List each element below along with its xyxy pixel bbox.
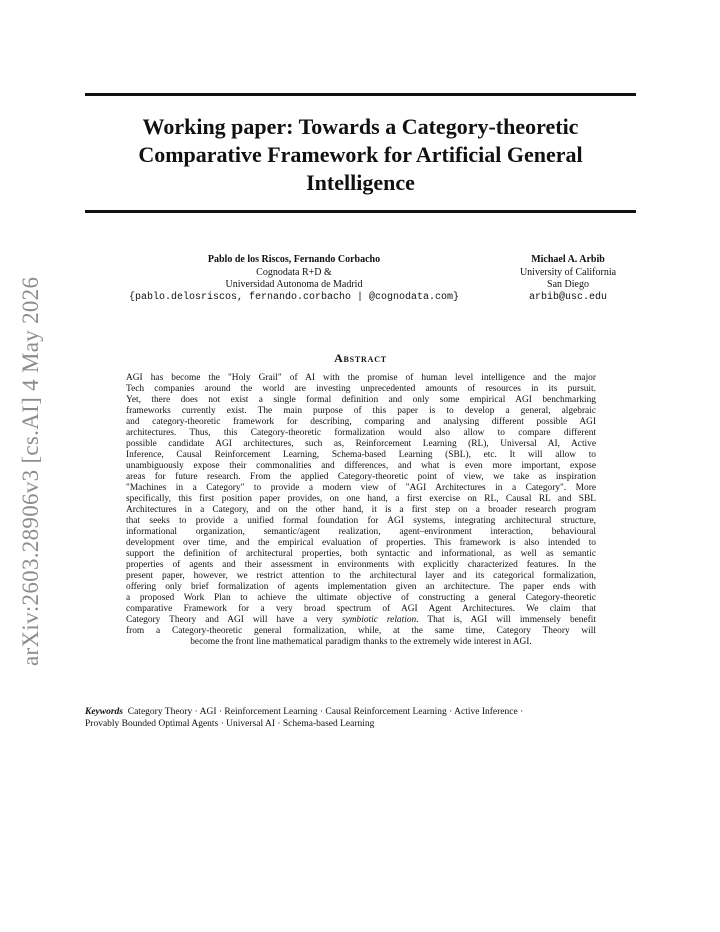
abstract-line-mixed [126, 615, 596, 626]
abstract-line: AGI has become the "Holy Grail" of AI with the promise of human level intelligence and the major [126, 373, 596, 383]
abstract-line: architectures. Thus, this Category-theoretic formalization would also allow to compare different [126, 428, 596, 438]
keywords-block [85, 706, 636, 730]
abstract-line: offering only brief formalization of agents implementation given an architecture. The paper ends with [126, 582, 596, 592]
title-line: Intelligence [306, 170, 415, 195]
abstract-line: comparative Framework for a very broad spectrum of AGI Agent Architectures. We claim that [126, 604, 596, 614]
abstract-line: possible candidate AGI architectures, such as, Reinforcement Learning (RL), Universal AI, Active [126, 439, 596, 449]
title-rule-bottom [85, 210, 636, 213]
abstract-line: and category-theoretic framework for describing, comparing and analysing different possible AGI [126, 417, 596, 427]
abstract-line: properties of agents and their assessment in environments with explicitly characterized features. In the [126, 560, 596, 570]
keywords-text: Category Theory · AGI · Reinforcement Learning · Causal Reinforcement Learning · Active Inference · [127, 707, 524, 717]
author-names: Michael A. Arbib [531, 254, 605, 265]
abstract-line: development over time, and the empirical evaluation of properties. This framework is also intended to [126, 538, 596, 548]
abstract-line: support the definition of architectural properties, both syntactic and informational, as well as semantic [126, 549, 596, 559]
abstract-heading: Abstract [334, 351, 387, 365]
author-email: {pablo.delosriscos, fernando.corbacho | @cognodata.com} [128, 291, 460, 303]
abstract-line: "Machines in a Category" to provide a modern view of "AGI Architectures in a Category". More [126, 483, 596, 493]
abstract-line: Tech companies around the world are investing unprecedented amounts of resources in its pursuit. [126, 384, 596, 394]
keywords-label: Keywords [85, 707, 123, 717]
author-block-left [92, 254, 496, 304]
abstract-line: from a Category-theoretic general formalization, while, at the same time, Category Theory will [126, 626, 596, 636]
abstract-line: unambiguously expose their commonalities and differences, and what is even more important, expose [126, 461, 596, 471]
author-affiliation: San Diego [547, 279, 589, 290]
abstract-text: . That is, AGI will immensely benefit [416, 615, 596, 625]
abstract-emphasis: symbiotic relation [341, 615, 417, 625]
title-rule-top [85, 93, 636, 96]
abstract-line: specifically, this first position paper provides, on one hand, a first exercise on RL, Causal RL and SBL [126, 494, 596, 504]
abstract-line: Yet, there does not exist a single formal definition and only some empirical AGI benchmarking [126, 395, 596, 405]
author-names: Pablo de los Riscos, Fernando Corbacho [207, 254, 381, 265]
title-line: Comparative Framework for Artificial General [138, 142, 583, 167]
abstract-line: present paper, however, we restrict attention to the architectural layer and its categorical formalization, [126, 571, 596, 581]
author-block-right [498, 254, 638, 304]
abstract-line: informational organization, semantic/agent realization, agent–environment interaction, behavioural [126, 527, 596, 537]
abstract-body [126, 373, 596, 648]
keywords-line: Provably Bounded Optimal Agents · Universal AI · Schema-based Learning [85, 719, 375, 729]
title-line: Working paper: Towards a Category-theoretic [142, 114, 579, 139]
abstract-text: Category Theory and AGI will have a very [126, 615, 342, 625]
author-affiliation: University of California [519, 266, 617, 278]
abstract-line: a proposed Work Plan to achieve the ultimate objective of constructing a general Category-theoretic [126, 593, 596, 603]
author-affiliation: Cognodata R+D & [256, 266, 332, 278]
author-affiliation: Universidad Autonoma de Madrid [225, 279, 363, 290]
abstract-line: that seeks to provide a unified formal foundation for AGI systems, integrating architectural structure, [126, 516, 596, 526]
abstract-line: areas for future research. From the applied Category-theoretic point of view, we take as inspiration [126, 472, 596, 482]
abstract-line: Inference, Causal Reinforcement Learning, Schema-based Learning (SBL), etc. It will allow to [126, 450, 596, 460]
abstract-line: frameworks currently exist. The main purpose of this paper is to develop a general, algebraic [126, 406, 596, 416]
arxiv-identifier: arXiv:2603.28906v3 [cs.AI] 4 May 2026 [18, 276, 43, 666]
abstract-line: Architectures in a Category, and on the other hand, it is a first step on a broader research program [126, 505, 596, 515]
paper-title [85, 113, 636, 197]
author-email: arbib@usc.edu [528, 291, 607, 303]
abstract-line: become the front line mathematical paradigm thanks to the extremely wide interest in AGI. [190, 637, 532, 647]
keywords-line [85, 706, 636, 718]
